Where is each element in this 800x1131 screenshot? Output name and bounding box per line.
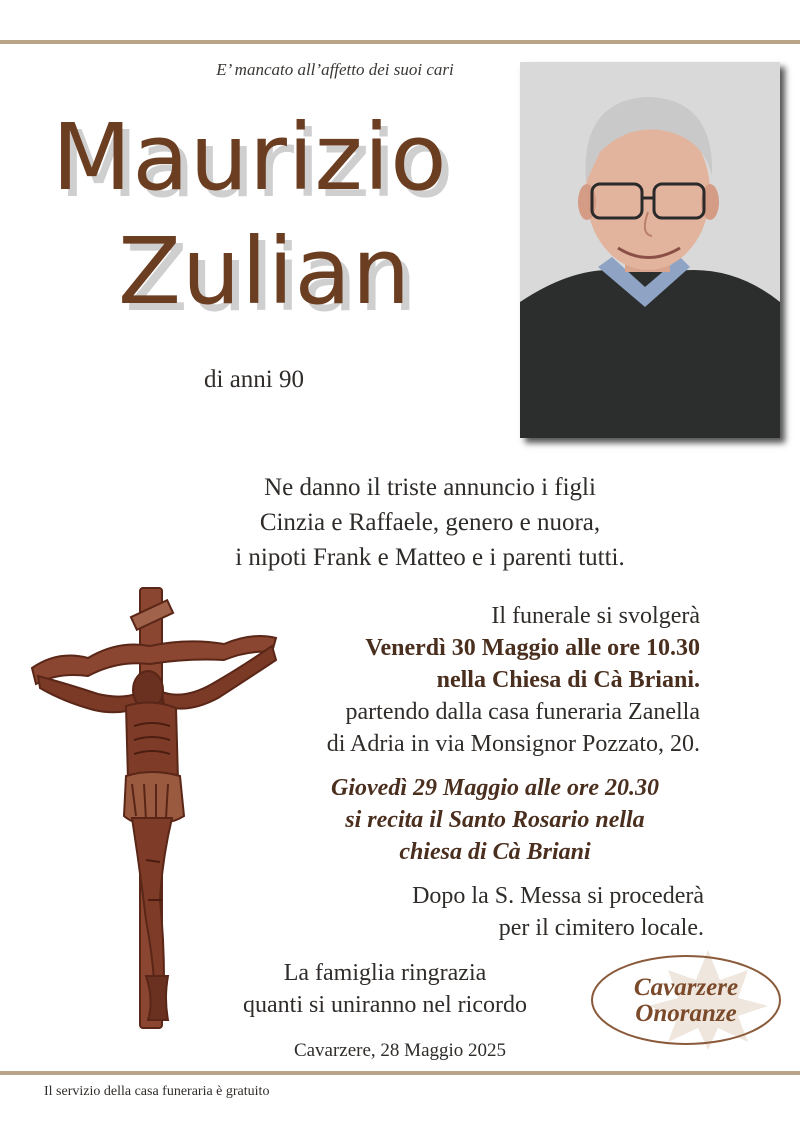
bottom-divider <box>0 1071 800 1075</box>
rosary-block <box>300 772 690 868</box>
funeral-block <box>230 600 700 760</box>
burial-line: per il cimitero locale. <box>498 915 704 941</box>
place-date: Cavarzere, 28 Maggio 2025 <box>293 1040 507 1061</box>
rosary-line: chiesa di Cà Briani <box>399 839 591 865</box>
funeral-date: Venerdì 30 Maggio alle ore 10.30 <box>365 635 700 661</box>
top-divider <box>0 40 800 44</box>
intro-text: E’ mancato all’affetto dei suoi cari <box>216 60 454 79</box>
thanks-line: La famiglia ringrazia <box>283 960 487 986</box>
funeral-home-logo <box>588 950 784 1050</box>
age-text: di anni 90 <box>204 366 304 393</box>
footer-note: Il servizio della casa funeraria è gratuito <box>44 1084 270 1099</box>
announcement-block <box>160 470 700 575</box>
funeral-line: di Adria in via Monsignor Pozzato, 20. <box>326 731 700 757</box>
last-name: Zulian <box>118 218 412 325</box>
burial-line: Dopo la S. Messa si procederà <box>412 883 704 909</box>
burial-block <box>284 880 704 944</box>
announcement-line: Ne danno il triste annuncio i figli <box>264 474 596 501</box>
portrait-photo <box>520 62 780 438</box>
funeral-line: Il funerale si svolgerà <box>491 603 700 629</box>
logo-line: Onoranze <box>635 1000 737 1027</box>
announcement-line: i nipoti Frank e Matteo e i parenti tutti. <box>235 544 625 571</box>
announcement-line: Cinzia e Raffaele, genero e nuora, <box>259 509 601 536</box>
rosary-line: Giovedì 29 Maggio alle ore 20.30 <box>331 775 659 801</box>
thanks-line: quanti si uniranno nel ricordo <box>243 992 527 1018</box>
rosary-line: si recita il Santo Rosario nella <box>345 807 645 833</box>
funeral-church: nella Chiesa di Cà Briani. <box>436 667 700 693</box>
logo-line: Cavarzere <box>633 974 739 1001</box>
thanks-block <box>210 957 560 1021</box>
funeral-line: partendo dalla casa funeraria Zanella <box>345 699 700 725</box>
first-name: Maurizio <box>52 104 448 211</box>
